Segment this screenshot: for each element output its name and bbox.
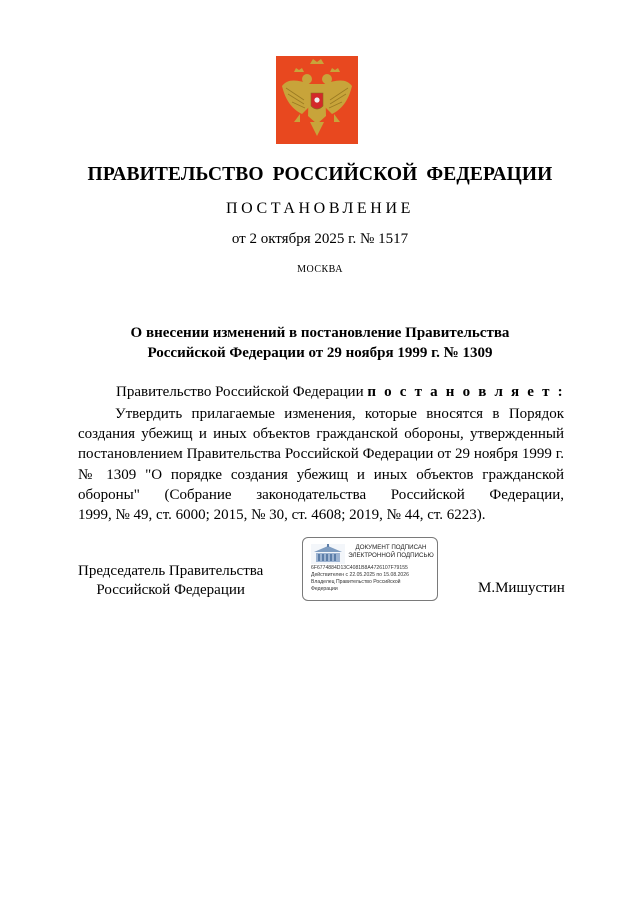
subject-line: Российской Федерации от 29 ноября 1999 г. № 1309 [147,345,493,361]
certificate-serial: 6F6774884D13C4081B8A4726107F79155 [311,565,408,571]
preamble-emphasis: п о с т а н о в л я е т : [367,384,565,400]
body-line: 1999, № 49, ст. 6000; 2015, № 30, ст. 4608; 2019, № 44, ст. 6223). [78,507,486,524]
signer-position-line: Председатель Правительства [78,563,264,579]
government-building-icon [311,544,345,564]
electronic-signature-stamp [302,537,438,601]
body-line: создания убежищ и иных объектов гражданской обороны, утвержденный [78,426,564,443]
body-line: № 1309 "О порядке создания убежищ и иных объектов гражданской [78,466,564,483]
subject-line: О внесении изменений в постановление Правительства [130,325,510,341]
certificate-validity: Действителен с 22.05.2025 по 15.08.2026 [311,571,409,578]
stamp-title-line: ЭЛЕКТРОННОЙ ПОДПИСЬЮ [348,552,434,559]
signer-name: М.Мишустин [478,580,565,596]
signer-position [78,562,263,599]
certificate-owner: Владелец Правительство Российской [311,578,401,585]
preamble [116,384,565,401]
preamble-text: Правительство Российской Федерации [116,384,368,400]
stamp-title-line: ДОКУМЕНТ ПОДПИСАН [355,544,427,551]
stamp-details [311,565,435,593]
stamp-title [347,544,435,560]
certificate-owner: Федерации [311,585,338,592]
body-line: постановлением Правительства Российской Федерации от 29 ноября 1999 г. [78,446,564,463]
document-date-number: от 2 октября 2025 г. № 1517 [231,231,409,247]
body-paragraph [78,404,564,525]
city: МОСКВА [297,264,343,275]
body-line: Утвердить прилагаемые изменения, которые вносятся в Порядок [115,406,564,422]
signer-position-line: Российской Федерации [96,581,245,598]
document-subject [60,323,580,363]
body-line: обороны" (Собрание законодательства Российской Федерации, [78,486,564,503]
russian-coat-of-arms-icon [276,56,358,144]
document-type: ПОСТАНОВЛЕНИЕ [226,200,414,217]
government-title: ПРАВИТЕЛЬСТВО РОССИЙСКОЙ ФЕДЕРАЦИИ [87,164,553,185]
